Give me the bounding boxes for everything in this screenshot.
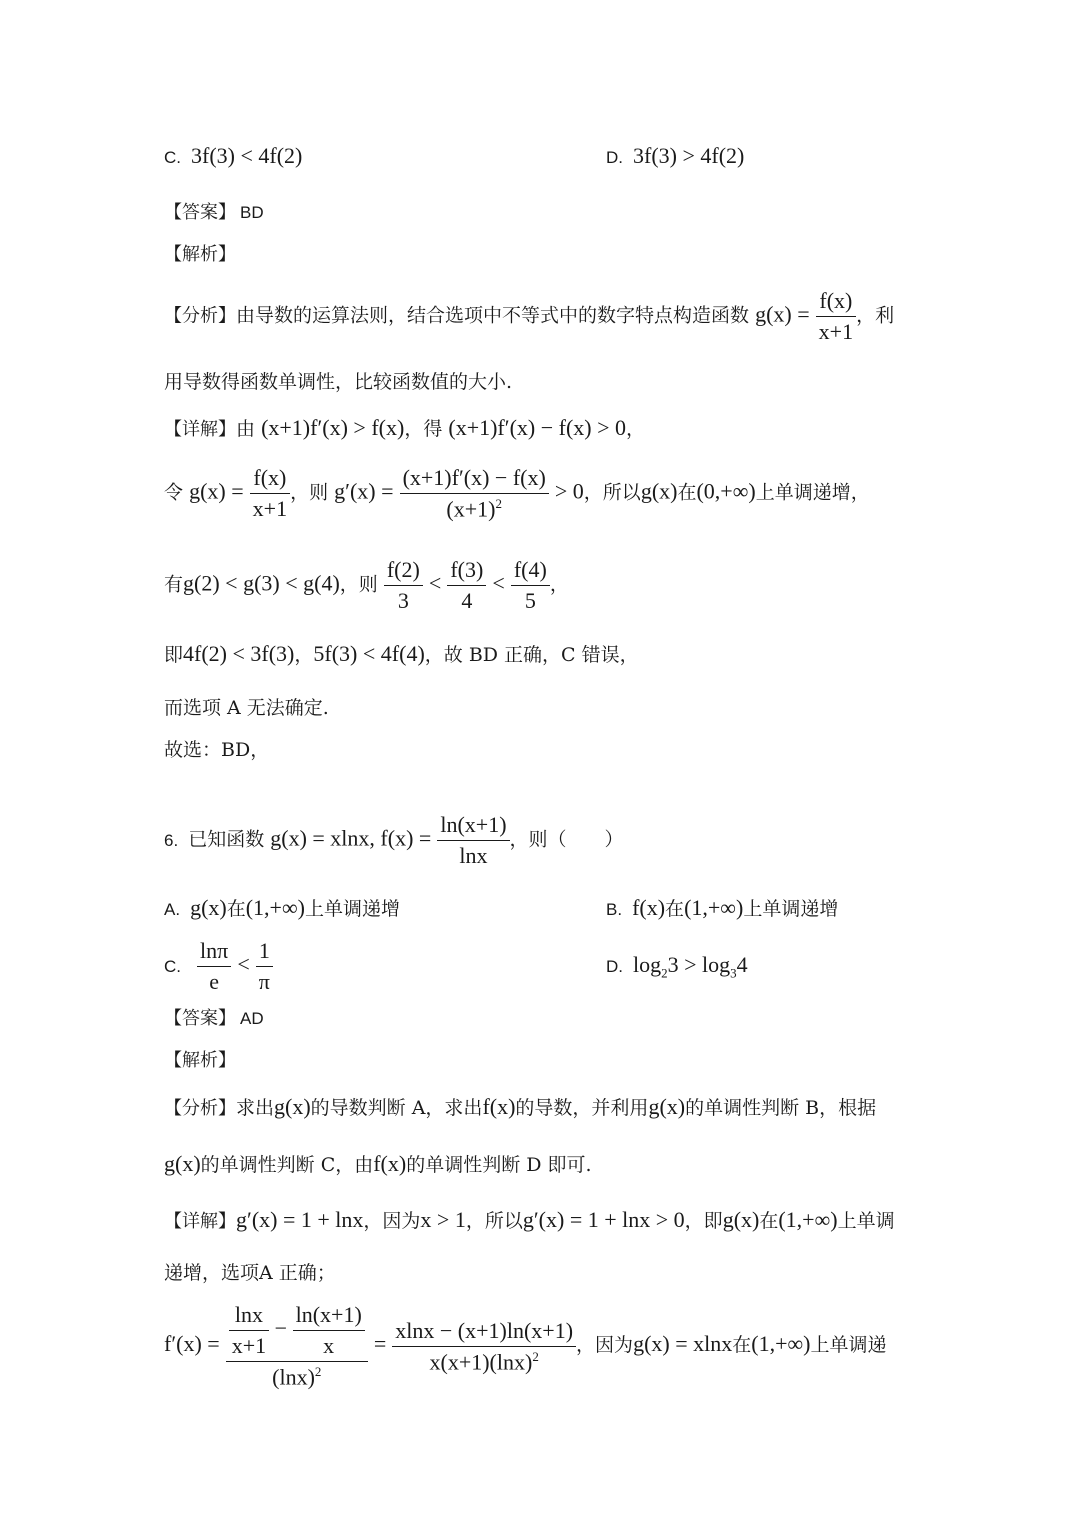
detail-line-5: 而选项 A 无法确定.: [164, 697, 329, 719]
q6-answer-row: 【答案】 AD: [164, 1008, 264, 1029]
fraction: $\frac{\ln(x+1)}{\ln x}$: [437, 812, 509, 869]
option-d-row: [606, 143, 744, 169]
math-expression: g(2) < g(3) < g(4): [183, 570, 340, 596]
jiexi-heading: [164, 240, 236, 266]
jiexi-tag: 【解析】: [164, 244, 236, 265]
q6-option-d: D. $\log_23 > \log_34$: [606, 952, 748, 981]
math-expression: 3f(3) > 4f(2): [633, 143, 745, 168]
analysis-line-2: [164, 367, 512, 394]
analysis-text: 由导数的运算法则，结合选项中不等式中的数字特点构造函数: [236, 304, 750, 327]
fraction: $\frac{1}{\pi}$: [256, 938, 273, 995]
q6-detail-line-1: 【详解】g′(x) = 1 + lnx，因为x > 1，所以g′(x) = 1 + lnx > 0，即g(x)在(1,+∞)上单调: [164, 1207, 895, 1232]
option-label: D.: [606, 148, 623, 167]
fraction: $\frac{xlnx - (x+1)\ln(x+1)}{x(x+1)(\ln x)^2}$: [392, 1318, 576, 1375]
fraction: $\frac{f(x)}{x+1}$: [816, 288, 856, 345]
answer-value: AD: [240, 1009, 264, 1028]
math-expression: g(x) =: [755, 301, 810, 327]
q6-detail-line-2: 递增，选项A 正确；: [164, 1262, 336, 1284]
answer-row: [164, 198, 264, 224]
math-expression: (x+1)f′(x) − f(x) > 0: [448, 415, 627, 440]
fraction: $\frac{f(4)}{5}$: [511, 557, 550, 614]
option-label: C.: [164, 148, 181, 167]
q6-analysis-line-2: g(x)的单调性判断 C，由f(x)的单调性判断 D 即可.: [164, 1151, 592, 1176]
math-expression: g(x) =: [189, 478, 244, 504]
math-expression: (x+1)f′(x) > f(x): [261, 415, 405, 440]
analysis-tag: 【分析】: [164, 305, 236, 327]
analysis-line-1: [164, 288, 894, 345]
detail-line-2: 令 g(x) = $\frac{f(x)}{x+1}$ ，则 g′(x) = $\frac{(x+1)f'(x) - f(x)}{(x+1)^2}$ > 0，所以g(x)在(0,+∞)上单调递增，: [164, 465, 870, 522]
math-expression: 4f(2) < 3f(3): [183, 641, 295, 666]
fraction: $\frac{f(x)}{x+1}$: [250, 465, 290, 522]
q6-option-b: B. f(x)在(1,+∞)上单调递增: [606, 895, 839, 920]
q6-jiexi-heading: 【解析】: [164, 1050, 236, 1071]
math-expression: 5f(3) < 4f(4): [313, 641, 425, 666]
option-c-row: [164, 143, 302, 169]
fraction: $\frac{f(2)}{3}$: [384, 557, 423, 614]
fraction: $\frac{(x+1)f'(x) - f(x)}{(x+1)^2}$: [400, 465, 549, 522]
question-number: 6.: [164, 830, 179, 850]
q6-detail-line-3: f′(x) = $\frac{\ln x}{x+1}$ − $\frac{\ln(x+1)}{x}$ $(\ln x)^2$ = $\frac{xlnx - (x+1)\ln(x+1)}{x(x+1)(\ln x)^2}$ ，因为g(x) = xlnx在(1,+∞)上单调递: [164, 1302, 887, 1390]
analysis-text: ，利: [856, 304, 895, 327]
answer-tag: 【答案】: [164, 202, 236, 223]
fraction: $\frac{f(3)}{4}$: [447, 557, 486, 614]
q6-analysis-line-1: 【分析】求出g(x)的导数判断 A，求出f(x)的导数，并利用g(x)的单调性判断 B，根据: [164, 1094, 877, 1119]
answer-value: BD: [240, 203, 264, 222]
fraction: $\frac{\ln x}{x+1}$ − $\frac{\ln(x+1)}{x}$ $(\ln x)^2$: [226, 1302, 368, 1390]
math-expression: f′(x) =: [164, 1331, 220, 1357]
q6-option-c: C. $\frac{\ln\pi}{e}$ < $\frac{1}{\pi}$: [164, 938, 273, 995]
fraction: $\frac{\ln\pi}{e}$: [197, 938, 231, 995]
math-expression: g(x) = xlnx, f(x) =: [270, 825, 432, 851]
math-expression: g′(x) =: [334, 478, 394, 504]
math-expression: 3f(3) < 4f(2): [191, 143, 303, 168]
question-6-stem: 6. 已知函数 g(x) = xlnx, f(x) = $\frac{\ln(x+1)}{\ln x}$ ，则（ ）: [164, 812, 624, 868]
detail-tag: 【详解】: [164, 419, 236, 440]
analysis-text: 用导数得函数单调性，比较函数值的大小.: [164, 371, 513, 393]
detail-line-3: 有g(2) < g(3) < g(4)，则 $\frac{f(2)}{3}$ < $\frac{f(3)}{4}$ < $\frac{f(4)}{5}$ ，: [164, 557, 569, 613]
detail-line-1: 【详解】由 (x+1)f′(x) > f(x)，得 (x+1)f′(x) − f(x) > 0，: [164, 415, 646, 440]
detail-line-6: 故选：BD，: [164, 739, 270, 761]
detail-line-4: 即4f(2) < 3f(3)，5f(3) < 4f(4)，故 BD 正确，C 错误，: [164, 641, 639, 666]
q6-option-a: A. g(x)在(1,+∞)上单调递增: [164, 895, 400, 920]
